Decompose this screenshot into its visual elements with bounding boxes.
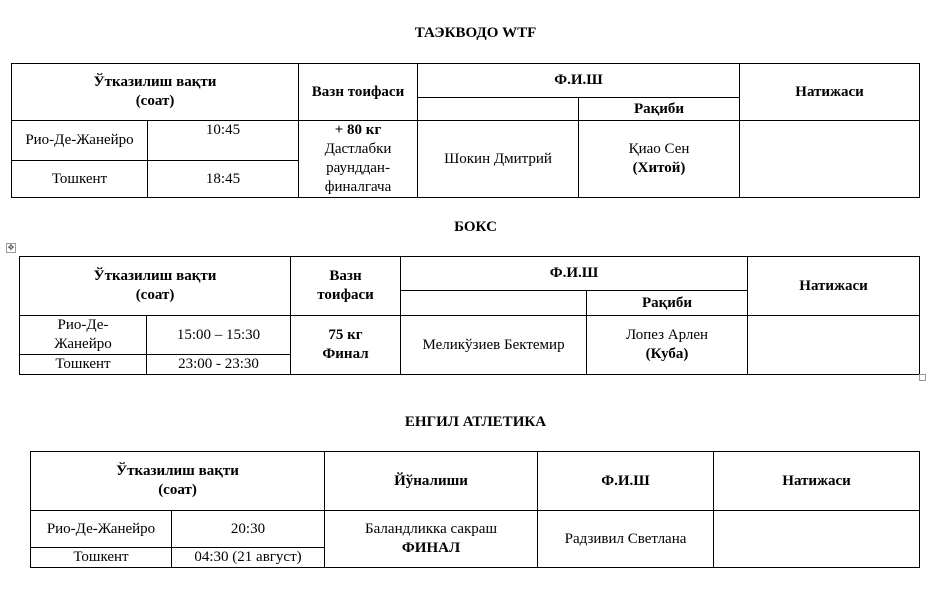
header-time-unit: (соат): [135, 287, 175, 303]
time-rio: 20:30: [172, 511, 325, 548]
time-rio: 10:45: [148, 121, 299, 161]
header-opponent: Рақиби: [579, 98, 740, 121]
opponent-country: (Хитой): [632, 160, 686, 176]
athletics-title: ЕНГИЛ АТЛЕТИКА: [404, 414, 547, 430]
time-tashkent: 04:30 (21 август): [172, 548, 325, 568]
header-time-unit: (соат): [135, 93, 175, 109]
header-time-unit: (соат): [158, 482, 197, 498]
header-weight-line1: Вазн: [329, 268, 362, 284]
header-name-blank: [418, 98, 579, 121]
weight-cell: [291, 316, 401, 375]
weight-stage-3: финалгача: [324, 179, 392, 195]
boxing-table: [19, 256, 920, 375]
result-value: [714, 511, 920, 568]
city-rio: Рио-Де-Жанейро: [31, 511, 172, 548]
header-time: [20, 257, 291, 316]
event-name: Баландликка сакраш: [365, 521, 497, 537]
header-weight: Вазн тоифаси: [299, 64, 418, 121]
header-opponent: Рақиби: [587, 291, 748, 316]
weight-stage-2: раунддан-: [326, 160, 390, 176]
athletics-table: [30, 451, 920, 568]
athlete-name: Меликўзиев Бектемир: [401, 316, 587, 375]
header-weight: [291, 257, 401, 316]
athlete-name: Шокин Дмитрий: [418, 121, 579, 198]
result-value: [748, 316, 920, 375]
header-result: Натижаси: [748, 257, 920, 316]
header-name: Ф.И.Ш: [538, 452, 714, 511]
result-value: [740, 121, 920, 198]
taekwondo-table: [11, 63, 920, 198]
table-move-handle-icon[interactable]: ✥: [7, 243, 15, 252]
city-tashkent: Тошкент: [20, 355, 147, 375]
weight-value: 75 кг: [328, 327, 363, 343]
header-result: Натижаси: [714, 452, 920, 511]
weight-stage-1: Дастлабки: [324, 141, 392, 157]
city-rio: Рио-Де-Жанейро: [12, 121, 148, 161]
event-cell: [325, 511, 538, 568]
opponent-country: (Куба): [645, 346, 689, 362]
opponent-name: Лопез Арлен: [625, 327, 709, 343]
opponent-cell: [579, 121, 740, 198]
header-name: Ф.И.Ш: [401, 257, 748, 291]
header-event: Йўналиши: [325, 452, 538, 511]
city-rio: [20, 316, 147, 355]
city-tashkent: Тошкент: [31, 548, 172, 568]
time-rio: 15:00 – 15:30: [147, 316, 291, 355]
time-tashkent: 23:00 - 23:30: [147, 355, 291, 375]
header-weight-line2: тоифаси: [317, 287, 374, 303]
weight-cell: [299, 121, 418, 198]
header-time: [31, 452, 325, 511]
table-resize-handle[interactable]: [919, 374, 926, 381]
header-result: Натижаси: [740, 64, 920, 121]
weight-stage: Финал: [322, 346, 369, 362]
boxing-title: БОКС: [454, 219, 497, 235]
event-stage: ФИНАЛ: [401, 540, 461, 556]
header-time-label: Ўтказилиш вақти: [93, 268, 217, 284]
header-name: Ф.И.Ш: [418, 64, 740, 98]
city-tashkent: Тошкент: [12, 161, 148, 198]
city-rio-line2: Жанейро: [54, 336, 112, 352]
header-time-label: Ўтказилиш вақти: [116, 463, 239, 479]
opponent-cell: [587, 316, 748, 375]
header-name-blank: [401, 291, 587, 316]
taekwondo-title: ТАЭКВОДО WTF: [414, 25, 537, 41]
opponent-name: Қиао Сен: [628, 141, 690, 157]
header-time: [12, 64, 299, 121]
city-rio-line1: Рио-Де-: [57, 317, 109, 333]
weight-value: + 80 кг: [334, 122, 382, 138]
time-tashkent: 18:45: [148, 161, 299, 198]
header-time-label: Ўтказилиш вақти: [93, 74, 217, 90]
athlete-name: Радзивил Светлана: [538, 511, 714, 568]
